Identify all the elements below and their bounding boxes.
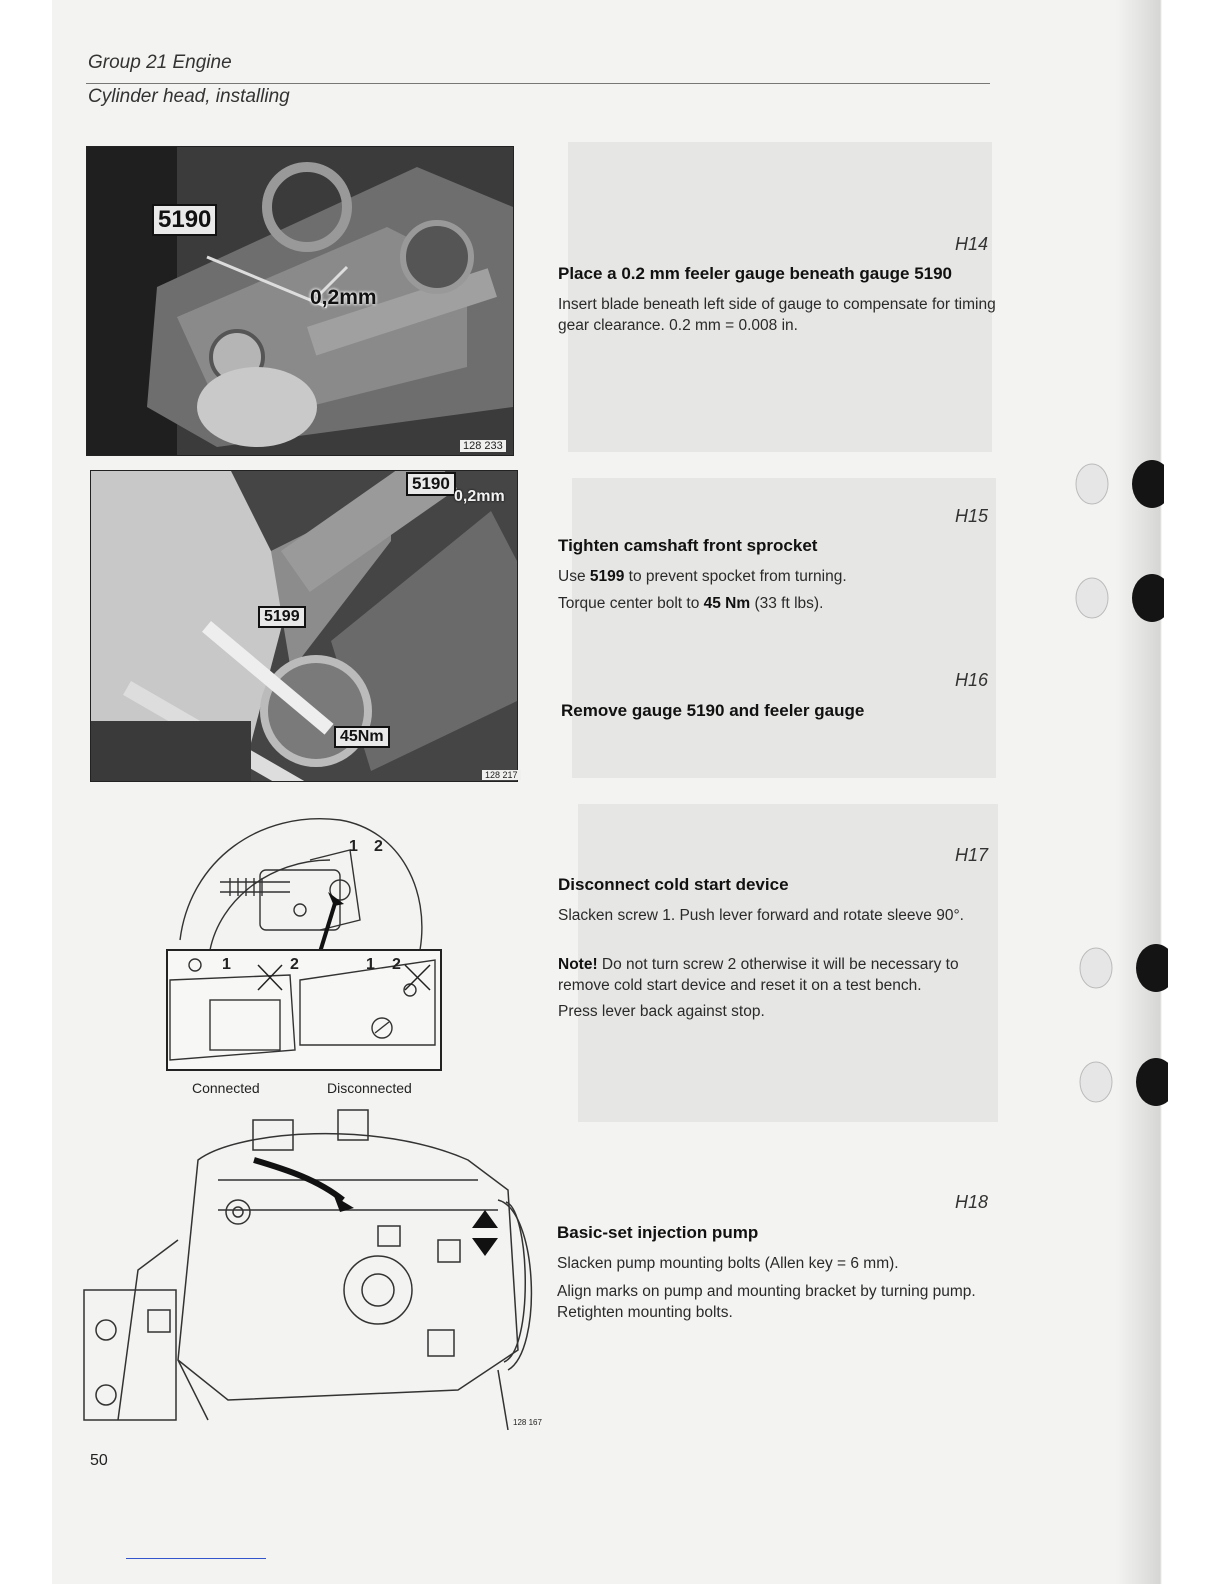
inset-label-2: 2 [392,956,401,973]
step-id-h16: H16 [954,670,988,690]
text-segment: Torque center bolt to [558,595,704,612]
step-text-h14: Insert blade beneath left side of gauge to compensate for timing gear clearance. 0.2 mm = 0.008 in. [558,296,996,334]
tool-number: 5199 [589,568,625,585]
step-title-h14: Place a 0.2 mm feeler gauge beneath gauge 5190 [558,264,953,283]
callout-feeler-0-2mm: 0,2mm [310,286,377,309]
step-id-h18: H18 [954,1192,988,1212]
text-segment: to prevent spocket from turning. [624,568,847,585]
step-text-h15-line2 [558,593,998,614]
figure-number: 128 167 [513,1418,542,1427]
callout-gauge-5190: 5190 [406,472,456,496]
engine-photo-gauge [86,146,514,456]
callout-tool-5199: 5199 [258,606,306,628]
inset-label-1: 1 [366,956,375,973]
callout-feeler-0-2mm: 0,2mm [454,488,505,505]
punch-hole-icon [1076,944,1168,992]
step-text-h17-1: Slacken screw 1. Push lever forward and rotate sleeve 90°. [558,907,964,924]
step-title-h17: Disconnect cold start device [558,875,789,894]
page-edge-shadow [1116,0,1224,1584]
step-text-h18-1: Slacken pump mounting bolts (Allen key = 6 mm). [557,1255,899,1272]
page-number: 50 [90,1452,108,1469]
figure-number: 128 217 [482,770,521,780]
header-rule [86,83,990,84]
step-text-h17-3: Press lever back against stop. [558,1003,765,1020]
step-title-h16: Remove gauge 5190 and feeler gauge [561,701,865,720]
left-page-margin [0,0,52,1584]
caption-disconnected: Disconnected [327,1080,412,1096]
punch-hole-icon [1072,460,1164,508]
caption-connected: Connected [192,1080,260,1096]
diagram-label-1: 1 [349,838,358,855]
text-segment: Use [558,568,590,585]
inset-label-2: 2 [290,956,299,973]
injection-pump-diagram [78,1100,550,1430]
callout-gauge-5190: 5190 [152,204,217,236]
cold-start-device-diagram [150,800,450,1078]
figure-number: 128 233 [460,440,506,452]
step-title-h18: Basic-set injection pump [557,1223,759,1242]
step-id-h14: H14 [954,234,988,254]
bottom-link-underline [126,1558,266,1559]
step-id-h15: H15 [954,506,988,526]
step-id-h17: H17 [954,845,988,865]
header-section-title: Cylinder head, installing [88,86,290,107]
note-text: Do not turn screw 2 otherwise it will be necessary to remove cold start device and reset it on a test bench. [558,956,959,994]
punch-hole-icon [1076,1058,1168,1106]
note-label: Note! [558,956,598,973]
callout-torque-45nm: 45Nm [334,726,390,748]
step-note-h17 [558,954,998,996]
diagram-label-2: 2 [374,838,383,855]
torque-value: 45 Nm [703,595,751,612]
step-text-h18-2: Align marks on pump and mounting bracket by turning pump. Retighten mounting bolts. [557,1283,976,1321]
header-group-title: Group 21 Engine [88,52,232,73]
step-text-h15-line1 [558,566,998,587]
punch-hole-icon [1072,574,1164,622]
inset-label-1: 1 [222,956,231,973]
text-segment: (33 ft lbs). [750,595,824,612]
step-title-h15: Tighten camshaft front sprocket [558,536,818,555]
